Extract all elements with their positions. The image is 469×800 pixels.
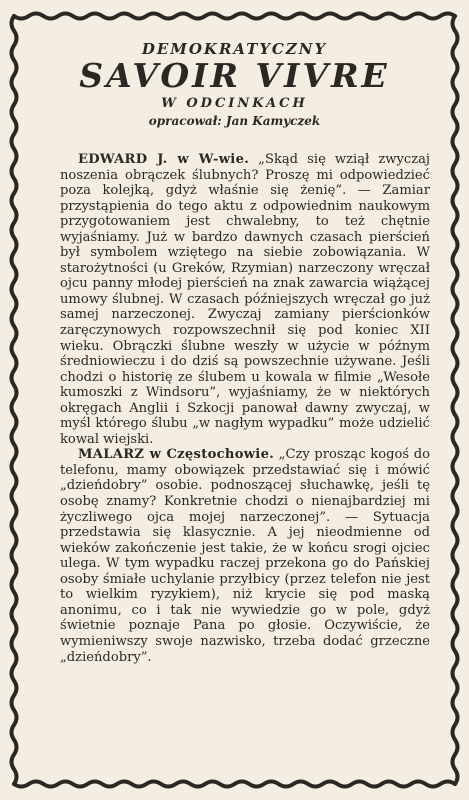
letter-addressee: EDWARD J. w W-wie.: [78, 152, 250, 167]
wavy-border-edge: [14, 14, 455, 19]
header-subtitle: W ODCINKACH: [161, 96, 308, 111]
column-header: [0, 40, 469, 140]
letter-paragraph: [60, 152, 430, 447]
letter-answer: „Skąd się wziął zwyczaj noszenia obrączek ślubnych? Proszę mi odpowiedzieć poza kolejką, gdyż właśnie się żenię”. — Zamiar przystąpienia do tego aktu z odpowiednim naukowym przygotowaniem jest chwalebny, to też chętnie wyjaśniamy. Już w bardzo dawnych czasach pierścień był symbolem wziętego na siebie zobowiązania. W starożytności (u Greków, Rzymian) narzeczony wręczał ojcu panny młodej pierścień na znak zawarcia wiążącej umowy ślubnej. W czasach późniejszych wręczał go już samej narzeczonej. Zwyczaj zamiany pierścionków zaręczynowych rozpowszechnił się pod koniec XII wieku. Obrączki ślubne weszły w użycie w późnym średniowieczu i do dziś są powszechnie używane. Jeśli chodzi o historię ze ślubem u kowala w filmie „Wesołe kumoszki z Windsoru”, wyjaśniamy, że w niektórych okręgach Anglii i Szkocji panował dawny zwyczaj, w myśl którego ślubu „w nagłym wypadku” może udzielić kowal wiejski.: [60, 152, 430, 447]
header-title: SAVOIR VIVRE: [79, 56, 390, 95]
wavy-border-edge: [14, 782, 455, 787]
header-author: opracował: Jan Kamyczek: [148, 114, 321, 128]
article-body: [60, 152, 430, 665]
letter-paragraph: [60, 447, 430, 665]
letter-addressee: MALARZ w Częstochowie.: [78, 447, 275, 463]
letter-answer: „Czy prosząc kogoś do telefonu, mamy obowiązek przedstawiać się i mówić „dzieńdobry” osobie. podnoszącej słuchawkę, jeśli tę osobę znamy? Konkretnie chodzi o nienajbardziej mi życzliwego ojca mojej narzeczonej”. — Sytuacja przedstawia się klasycznie. A jej nieodmienne od wieków zakończenie jest takie, że w końcu srogi ojciec ulega. W tym wypadku raczej przekona go do Pańskiej osoby śmiałe uchylanie przyłbicy (przez telefon nie jest to wielkim ryzykiem), niż krycie się pod maską anonimu, co i tak nie wywiedzie go w pole, gdyż świetnie poznaje Pana po głosie. Oczywiście, że wymieniwszy swoje nazwisko, trzeba dodać grzeczne „dzieńdobry”.: [60, 447, 430, 665]
header-top-line: DEMOKRATYCZNY: [141, 40, 328, 58]
